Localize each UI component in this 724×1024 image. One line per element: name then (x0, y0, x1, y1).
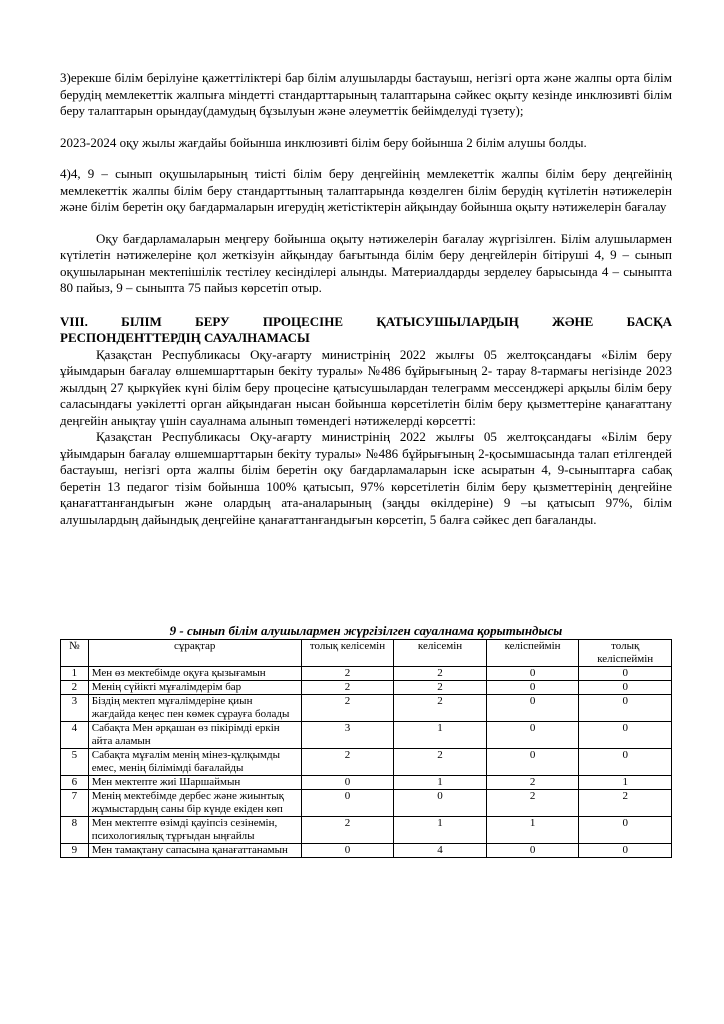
survey-table (60, 639, 672, 858)
row-fully-disagree: 1 (579, 776, 672, 790)
header-question: сұрақтар (88, 640, 301, 667)
row-question: Менің сүйікті мұғалімдерім бар (88, 681, 301, 695)
row-disagree: 2 (486, 790, 579, 817)
paragraph-survey-results: Қазақстан Республикасы Оқу-ағарту министрінің 2022 жылғы 05 желтоқсандағы «Білім беру ұйымдарын бағалау өлшемшарттарын бекіту туралы» №486 бұйрығының 2-қосымшасында талап етілгендей бастауыш, негізгі орта жалпы білім беретін оқу бағдарламаларын іске асыратын 4, 9-сыныптарға сабақ беретін 13 педагог тізім бойынша 100% қатысып, 97% көрсетілетін білім беру қызметтерінің деңгейіне қанағаттанғандығын және олардың ата-аналарының (заңды өкілдеріне) 9 –ы қатысып 97%, білім алушылардың дайындық деңгейіне қанағаттанғандығын көрсетіп, 5 балға сәйкес деп бағаланды. (60, 429, 672, 527)
table-header-row (61, 640, 672, 667)
row-disagree: 1 (486, 817, 579, 844)
row-fully-agree: 2 (301, 681, 394, 695)
header-fully-agree: толық келісемін (301, 640, 394, 667)
paragraph-inclusive-requirements: 3)ерекше білім берілуіне қажеттіліктері бар білім алушыларды бастауыш, негізгі орта және жалпы орта білім берудің мемлекеттік жалпыға міндетті стандарттарының талаптарына сәйкес оқыту кезінде инклюзивті білім беру талаптарын орындау(дамудың бұзылуын және әлеуметтік бейімделуді түзету); (60, 70, 672, 118)
table-row (61, 776, 672, 790)
row-fully-agree: 0 (301, 790, 394, 817)
row-question: Менің мектебімде дербес және жиынтық жұмыстардың саны бір күнде екіден көп (88, 790, 301, 817)
row-num: 5 (61, 749, 89, 776)
row-num: 8 (61, 817, 89, 844)
row-agree: 1 (394, 817, 487, 844)
row-num: 6 (61, 776, 89, 790)
table-row (61, 681, 672, 695)
row-agree: 4 (394, 844, 487, 858)
row-fully-agree: 2 (301, 749, 394, 776)
row-num: 7 (61, 790, 89, 817)
row-fully-agree: 2 (301, 667, 394, 681)
row-fully-agree: 0 (301, 776, 394, 790)
row-question: Мен өз мектебімде оқуға қызығамын (88, 667, 301, 681)
table-row (61, 722, 672, 749)
header-disagree: келіспеймін (486, 640, 579, 667)
row-num: 1 (61, 667, 89, 681)
row-fully-disagree: 0 (579, 695, 672, 722)
row-fully-disagree: 0 (579, 667, 672, 681)
row-disagree: 2 (486, 776, 579, 790)
row-fully-disagree: 0 (579, 722, 672, 749)
row-question: Мен мектепте өзімді қауіпсіз сезінемін, психологиялық тұрғыдан ыңғайлы (88, 817, 301, 844)
row-agree: 2 (394, 681, 487, 695)
header-num: № (61, 640, 89, 667)
document-body (60, 70, 672, 528)
row-agree: 1 (394, 776, 487, 790)
row-disagree: 0 (486, 749, 579, 776)
row-fully-disagree: 0 (579, 817, 672, 844)
row-fully-agree: 0 (301, 844, 394, 858)
row-question: Мен тамақтану сапасына қанағаттанамын (88, 844, 301, 858)
header-agree: келісемін (394, 640, 487, 667)
section-heading-line1: VIII. БІЛІМ БЕРУ ПРОЦЕСІНЕ ҚАТЫСУШЫЛАРДЫҢ ЖӘНЕ БАСҚА (60, 313, 672, 329)
table-row (61, 790, 672, 817)
row-num: 3 (61, 695, 89, 722)
row-fully-agree: 2 (301, 695, 394, 722)
paragraph-survey-basis: Қазақстан Республикасы Оқу-ағарту министрінің 2022 жылғы 05 желтоқсандағы «Білім беру ұйымдарын бағалау өлшемшарттарын бекіту туралы» №486 бұйрығының 2- тарау 8-тармағы негізінде 2023 жылдың 27 қыркүйек күні білім беру процесіне қатысушылардан телеграмм мессенджері арқылы білім беру саласындағы уәкілетті орган айқындаған нысан бойынша көрсетілетін білім беру қызметтеріне қанағаттану деңгейін анықтау үшін сауалнама алынып төмендегі нәтижелерді көрсетті: (60, 346, 672, 428)
table-row (61, 695, 672, 722)
row-num: 9 (61, 844, 89, 858)
row-fully-agree: 2 (301, 817, 394, 844)
row-fully-agree: 3 (301, 722, 394, 749)
row-fully-disagree: 0 (579, 749, 672, 776)
row-num: 4 (61, 722, 89, 749)
paragraph-assessment-item: 4)4, 9 – сынып оқушыларының тиісті білім беру деңгейінің мемлекеттік жалпы білім беру деңгейінің мемлекеттік жалпы білім беру стандарттының талаптарында көзделген білім берудің күтілетін нәтижелерін және білім беретін оқу бағдармаларын игерудің жетістіктерін айқындау бойынша оқыту нәтижелерін бағалау (60, 166, 672, 214)
row-fully-disagree: 0 (579, 681, 672, 695)
row-disagree: 0 (486, 667, 579, 681)
row-question: Сабақта мұғалім менің мінез-құлқымды емес, менің білімімді бағалайды (88, 749, 301, 776)
row-disagree: 0 (486, 722, 579, 749)
row-question: Сабақта Мен әрқашан өз пікірімді еркін айта аламын (88, 722, 301, 749)
header-fully-disagree: толық келіспеймін (579, 640, 672, 667)
paragraph-inclusive-count: 2023-2024 оқу жылы жағдайы бойынша инклюзивті білім беру бойынша 2 білім алушы болды. (60, 134, 587, 150)
row-disagree: 0 (486, 695, 579, 722)
row-agree: 2 (394, 667, 487, 681)
row-agree: 1 (394, 722, 487, 749)
table-title: 9 - сынып білім алушылармен жүргізілген сауалнама қорытындысы (169, 623, 563, 638)
table-row (61, 844, 672, 858)
paragraph-assessment-results: Оқу бағдарламаларын меңгеру бойынша оқыту нәтижелерін бағалау жүргізілген. Білім алушылармен күтілетін нәтижелеріне қол жеткізуін айқындау бағытында білім беру деңгейлерін бітіруші 4, 9 – сынып оқушыларынан мектепішілік тестілеу кесінділері алынды. Материалдарды зерделеу барысында 4 – сыныпта 80 пайыз, 9 – сыныпта 75 пайыз көрсетіп отыр. (60, 230, 672, 295)
row-question: Мен мектепте жиі Шаршаймын (88, 776, 301, 790)
row-fully-disagree: 2 (579, 790, 672, 817)
table-row (61, 817, 672, 844)
row-num: 2 (61, 681, 89, 695)
row-question: Біздің мектеп мұғалімдеріне қиын жағдайда кеңес пен көмек сұрауға болады (88, 695, 301, 722)
table-row (61, 667, 672, 681)
row-fully-disagree: 0 (579, 844, 672, 858)
row-agree: 2 (394, 749, 487, 776)
row-disagree: 0 (486, 681, 579, 695)
table-row (61, 749, 672, 776)
row-agree: 2 (394, 695, 487, 722)
row-disagree: 0 (486, 844, 579, 858)
section-heading-line2: РЕСПОНДЕНТТЕРДІҢ САУАЛНАМАСЫ (60, 330, 310, 345)
row-agree: 0 (394, 790, 487, 817)
